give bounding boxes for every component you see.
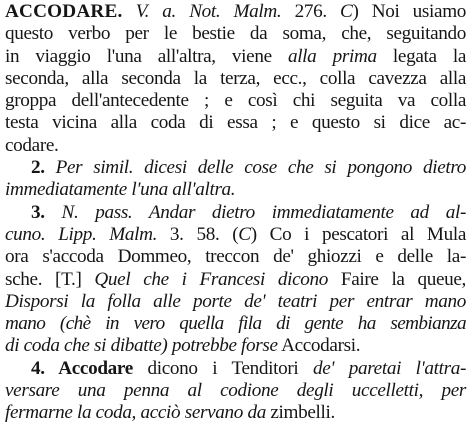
definition-text: seconda, alla seconda la terza, ecc., colla cavezza alla xyxy=(5,67,466,89)
sense-4-line-3 xyxy=(5,402,466,424)
sense-definition: Andar dietro immediatamente ad al- xyxy=(132,201,466,223)
reference-number: 276. xyxy=(281,1,340,22)
definition-text: legata la xyxy=(376,45,466,67)
definition-text: Tenditori xyxy=(217,357,299,379)
headword: ACCODARE. xyxy=(5,1,123,22)
entry-line-5 xyxy=(5,90,466,112)
sense-2-line-1 xyxy=(5,157,466,179)
definition-text: groppa dell'antecedente ; e così chi seguita va colla xyxy=(5,90,466,112)
entry-line-7 xyxy=(5,135,466,157)
entry-line-4 xyxy=(5,68,466,90)
definition-text: in viaggio l'una all'altra, viene xyxy=(5,45,288,67)
italic-phrase: Disporsi la folla alle porte de' teatri per entrar mano xyxy=(5,290,466,312)
quotation-text: Co i pescatori al Mula xyxy=(256,223,466,245)
definition-text: questo verbo per le bestie da soma, che, seguitando xyxy=(5,23,466,45)
definition-text: dicono i xyxy=(132,357,218,379)
entry-line-3 xyxy=(5,46,466,68)
editor-tag: [T.] xyxy=(55,268,82,290)
sense-3-line-3 xyxy=(5,246,466,268)
definition-text: Accodarsi. xyxy=(277,335,361,357)
quotation-text: sche. xyxy=(5,268,56,290)
sense-2-line-2 xyxy=(5,179,466,201)
grammar-label: V. a. Not. Malm. xyxy=(135,1,282,22)
sense-number: 3. xyxy=(31,201,45,223)
italic-phrase: de' paretai l'attra- xyxy=(298,357,467,379)
sense-definition: cuno. xyxy=(5,223,46,245)
definition-text: Noi usiamo xyxy=(358,1,467,22)
italic-phrase: mano (chè in vero quella fila di gente ha sembianza xyxy=(5,313,466,335)
entry-line-6 xyxy=(5,112,466,134)
grammar-label: N. pass. xyxy=(44,201,133,223)
entry-line-1: ACCODARE. V. a. Not. Malm. 276. C) Noi usiamo xyxy=(5,1,467,22)
entry-line-2 xyxy=(5,23,466,45)
italic-phrase: di coda che si dibatte) xyxy=(5,335,168,357)
reference-work: Lipp. Malm. xyxy=(45,223,158,245)
source-tag: C xyxy=(340,1,353,22)
sense-definition: immediatamente l'una all'altra. xyxy=(5,179,236,201)
sense-4-line-2 xyxy=(5,380,466,402)
definition-text: codare. xyxy=(5,134,59,156)
sense-3-line-1 xyxy=(5,202,466,224)
quotation-text: ora s'accoda Dommeo, treccon de' ghiozzi e delle la- xyxy=(5,246,466,268)
definition-text: testa vicina alla coda di essa ; e questo si dice ac- xyxy=(5,112,466,134)
sense-4-line-1 xyxy=(5,358,466,380)
sense-3-line-2: cuno. Lipp. Malm. 3. 58. (C) Co i pescatori al Mula xyxy=(5,223,466,245)
italic-phrase: potrebbe forse xyxy=(167,335,278,357)
sense-3-line-4 xyxy=(5,269,466,291)
definition-text: zimbelli. xyxy=(265,402,335,424)
italic-phrase: Quel che i Francesi dicono xyxy=(81,268,328,290)
sense-number: 4. xyxy=(31,357,45,379)
sense-3-line-7 xyxy=(5,335,466,357)
sense-definition: Per simil. dicesi delle cose che si pongono dietro xyxy=(44,157,466,179)
french-phrase: Faire la queue, xyxy=(327,268,466,290)
bold-headword: Accodare xyxy=(44,357,133,379)
sense-3-line-5 xyxy=(5,291,466,313)
italic-phrase: versare una penna al codione degli uccelletti, per xyxy=(5,380,466,402)
sense-3-line-6 xyxy=(5,313,466,335)
italic-phrase: fermarne la coda, acciò servano da xyxy=(5,402,266,424)
italic-phrase: alla prima xyxy=(287,45,377,67)
reference-number: 3. 58. xyxy=(157,223,233,245)
source-tag: C xyxy=(238,223,251,245)
sense-number: 2. xyxy=(31,157,45,179)
